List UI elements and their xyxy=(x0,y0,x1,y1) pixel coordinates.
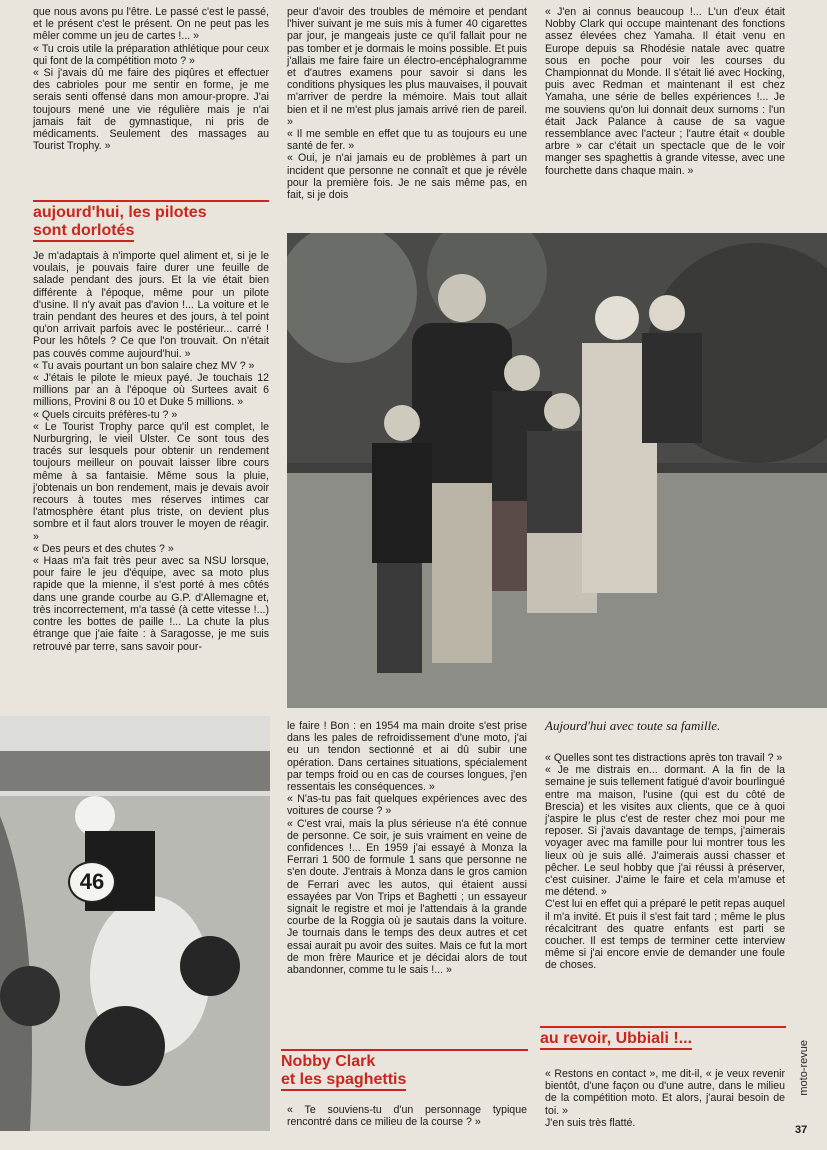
paragraph: « Des peurs et des chutes ? » xyxy=(33,542,174,555)
col2-end-text xyxy=(287,1104,527,1128)
col1-bottom-text xyxy=(33,250,269,653)
col3-top-text xyxy=(545,6,785,177)
paragraph: peur d'avoir des troubles de mémoire et pendant l'hiver suivant je me suis mis à fumer 40 cigarettes par jour, je mangeais juste ce qu'il fallait pour ne pas tomber et je dormais le moins possible. Et puis j'allais me faire faire un électro-encéphalogramme et d'autres examens pour savoir si dans les conditions physiques les plus mauvaises, il pouvait m'arriver de perdre la mémoire. Mais tout allait bien et il ne m'est plus jamais arrivé rien de pareil. » xyxy=(287,6,527,128)
racing-photo-image xyxy=(0,716,270,1131)
heading-line: et les spaghettis xyxy=(281,1071,406,1091)
col2-bottom-text xyxy=(287,720,527,976)
paragraph: « N'as-tu pas fait quelques expériences avec des voitures de course ? » xyxy=(287,793,527,818)
paragraph: C'est lui en effet qui a préparé le petit repas auquel il m'a invité. Et puis il s'est fait tard ; même le plus récalcitrant des quatre enfants est parti se coucher. Il est temps de terminer cette interview même si j'ai encore envie de demander une foule de choses. xyxy=(545,898,785,972)
paragraph: « Tu avais pourtant un bon salaire chez MV ? » xyxy=(33,359,255,372)
paragraph: « Le Tourist Trophy parce qu'il est complet, le Nurburgring, le vieil Ulster. Ce sont tous des tracés sur lesquels pour obtenir un rendement toujours meilleur on pouvait laisser libre cours même à sa fantaisie. Même sous la pluie, j'obtenais un bon rendement, mais je devais avoir recours à toutes mes réserves intimes car l'atmosphère étant plus triste, on devient plus sombre et il faut alors trouver le moyen de réagir. » xyxy=(33,420,269,543)
heading-nobby-clark xyxy=(281,1049,528,1091)
paragraph: « Je me distrais en... dormant. A la fin de la semaine je suis tellement fatigué d'avoir bourlingué entre ma maison, l'usine (qui est du côté de Brescia) et les visites aux clients, que ce à quoi j'aspire le plus c'est de rester chez moi pour me reposer. Si j'avais davantage de temps, j'aimerais voyager avec ma famille pour lui montrer tous les lieux où je suis allé. J'aimerais aussi chasser et pêcher. Le seul hobby que j'ai réussi à préserver, c'est cuisiner. J'aime le faire et cela m'amuse et me détend. » xyxy=(545,764,785,899)
paragraph: Je m'adaptais à n'importe quel aliment et, si je le voulais, je pouvais faire durer une feuille de salade pendant des jours. Et la vie était bien différente à l'époque, même pour un pilote d'usine. Il n'y avait pas d'avion !... La voiture et le train pendant des heures et des jours, à tel point qu'on arrivait parfois avec le postérieur... carré ! Pour les hôtels ? Ce que l'on trouvait. On n'était pas couvés comme aujourd'hui. » xyxy=(33,250,269,360)
paragraph: « Quelles sont tes distractions après ton travail ? » xyxy=(545,752,783,764)
col1-top-text xyxy=(33,6,269,152)
heading-line: au revoir, Ubbiali !... xyxy=(540,1030,692,1050)
heading-line: Nobby Clark xyxy=(281,1053,376,1070)
heading-line: aujourd'hui, les pilotes xyxy=(33,204,207,221)
paragraph: « Tu crois utile la préparation athlétique pour ceux qui font de la compétition moto ? » xyxy=(33,42,269,67)
paragraph: « Haas m'a fait très peur avec sa NSU lorsque, pour faire le jeu d'équipe, avec sa moto plus rapide que la mienne, il s'est porté à mes côtés dans une grande courbe au G.P. d'Allemagne et, très incorrectement, m'a tassé (à cette vitesse !...) contre les bottes de paille !... La chute la plus étrange que j'aie faite : à Saragosse, je me suis retrouvé par terre, sans savoir pour- xyxy=(33,555,269,653)
page-number: 37 xyxy=(795,1124,808,1136)
col3-end-text xyxy=(545,1068,785,1129)
paragraph: « Restons en contact », me dit-il, « je veux revenir bientôt, d'une façon ou d'une autre, dans le milieu de la compétition moto. Et alors, j'aurai besoin de toi. » xyxy=(545,1068,785,1117)
race-number-plate: 46 xyxy=(68,861,116,903)
photo-caption: Aujourd'hui avec toute sa famille. xyxy=(545,718,721,733)
family-photo xyxy=(287,233,827,708)
paragraph: le faire ! Bon : en 1954 ma main droite s'est prise dans les pales de refroidissement d'une moto, j'ai eu un tendon sectionné et ai dû subir une opération. Dans certaines situations, spécialement par temps froid ou en cas de courses longues, j'en ressentais les conséquences. » xyxy=(287,720,527,794)
racing-photo xyxy=(0,716,270,1131)
paragraph: « J'étais le pilote le mieux payé. Je touchais 12 millions par an à l'époque où Surtees avait 6 millions, Provini 8 ou 10 et Duke 5 millions. » xyxy=(33,372,269,409)
paragraph: « Quels circuits préfères-tu ? » xyxy=(33,408,178,421)
paragraph: J'en suis très flatté. xyxy=(545,1116,636,1129)
col3-bottom-text xyxy=(545,752,785,972)
magazine-side-label: moto-revue xyxy=(798,1040,810,1096)
col2-top-text xyxy=(287,6,527,201)
paragraph: « C'est vrai, mais la plus sérieuse n'a été connue de personne. Ce soir, je suis vraiment en veine de confidences !... En 1959 j'ai essayé à Monza la Ferrari 1 500 de formule 1 sans que personne ne s'en doute. J'entrais à Monza dans le gros camion de Ferrari avec les autos, qui étaient aussi essayées par Von Trips et Baghetti ; un essayeur signait le registre et moi je l'attendais à la grande courbe de la Roggia où je sautais dans la voiture. Je tournais dans le temps des deux autres et cet essai aurait pu avoir des suites. Mais ce fut la mort de mon frère Maurice et je décidai alors de tout abandonner, comme tu le sais !... » xyxy=(287,817,527,977)
paragraph: « Te souviens-tu d'un personnage typique rencontré dans ce milieu de la course ? » xyxy=(287,1104,527,1129)
paragraph: « J'en ai connus beaucoup !... L'un d'eux était Nobby Clark qui occupe maintenant des fonctions assez élevées chez Yamaha. Il était venu en Europe depuis sa Rhodésie natale avec quatre sous en poche pour voir les courses du Championnat du Monde. Il s'était lié avec Hocking, puis avec Redman et maintenant il est chez Yamaha, une série de belles expériences !... Je me souviens qu'on lui donnait deux surnoms : l'un était Jack Palance à cause de sa vague ressemblance avec l'acteur ; l'autre était « double arbre » car c'était un spectacle que de le voir manger ses spaghettis à grande vitesse, avec une fourchette dans chaque main. » xyxy=(545,6,785,177)
paragraph: « Si j'avais dû me faire des piqûres et effectuer des cabrioles pour me sentir en forme, je me serais senti offensé dans mon amour-propre. J'ai toujours mené une vie régulière mais je n'ai jamais fait de gymnastique, ni pris de médicaments. Seulement des massages au Tourist Trophy. » xyxy=(33,67,269,153)
heading-pilotes xyxy=(33,200,269,242)
family-photo-image xyxy=(287,233,827,708)
heading-au-revoir xyxy=(540,1026,786,1050)
paragraph: que nous avons pu l'être. Le passé c'est le passé, et le présent c'est le présent. On ne peut pas les mêler comme un jeu de cartes !... » xyxy=(33,6,269,43)
paragraph: « Il me semble en effet que tu as toujours eu une santé de fer. » xyxy=(287,128,527,153)
paragraph: « Oui, je n'ai jamais eu de problèmes à part un incident que personne ne connaît et que je révèle pour la première fois. Je ne sais même pas, en fait, si je dois xyxy=(287,152,527,202)
heading-line: sont dorlotés xyxy=(33,222,134,242)
